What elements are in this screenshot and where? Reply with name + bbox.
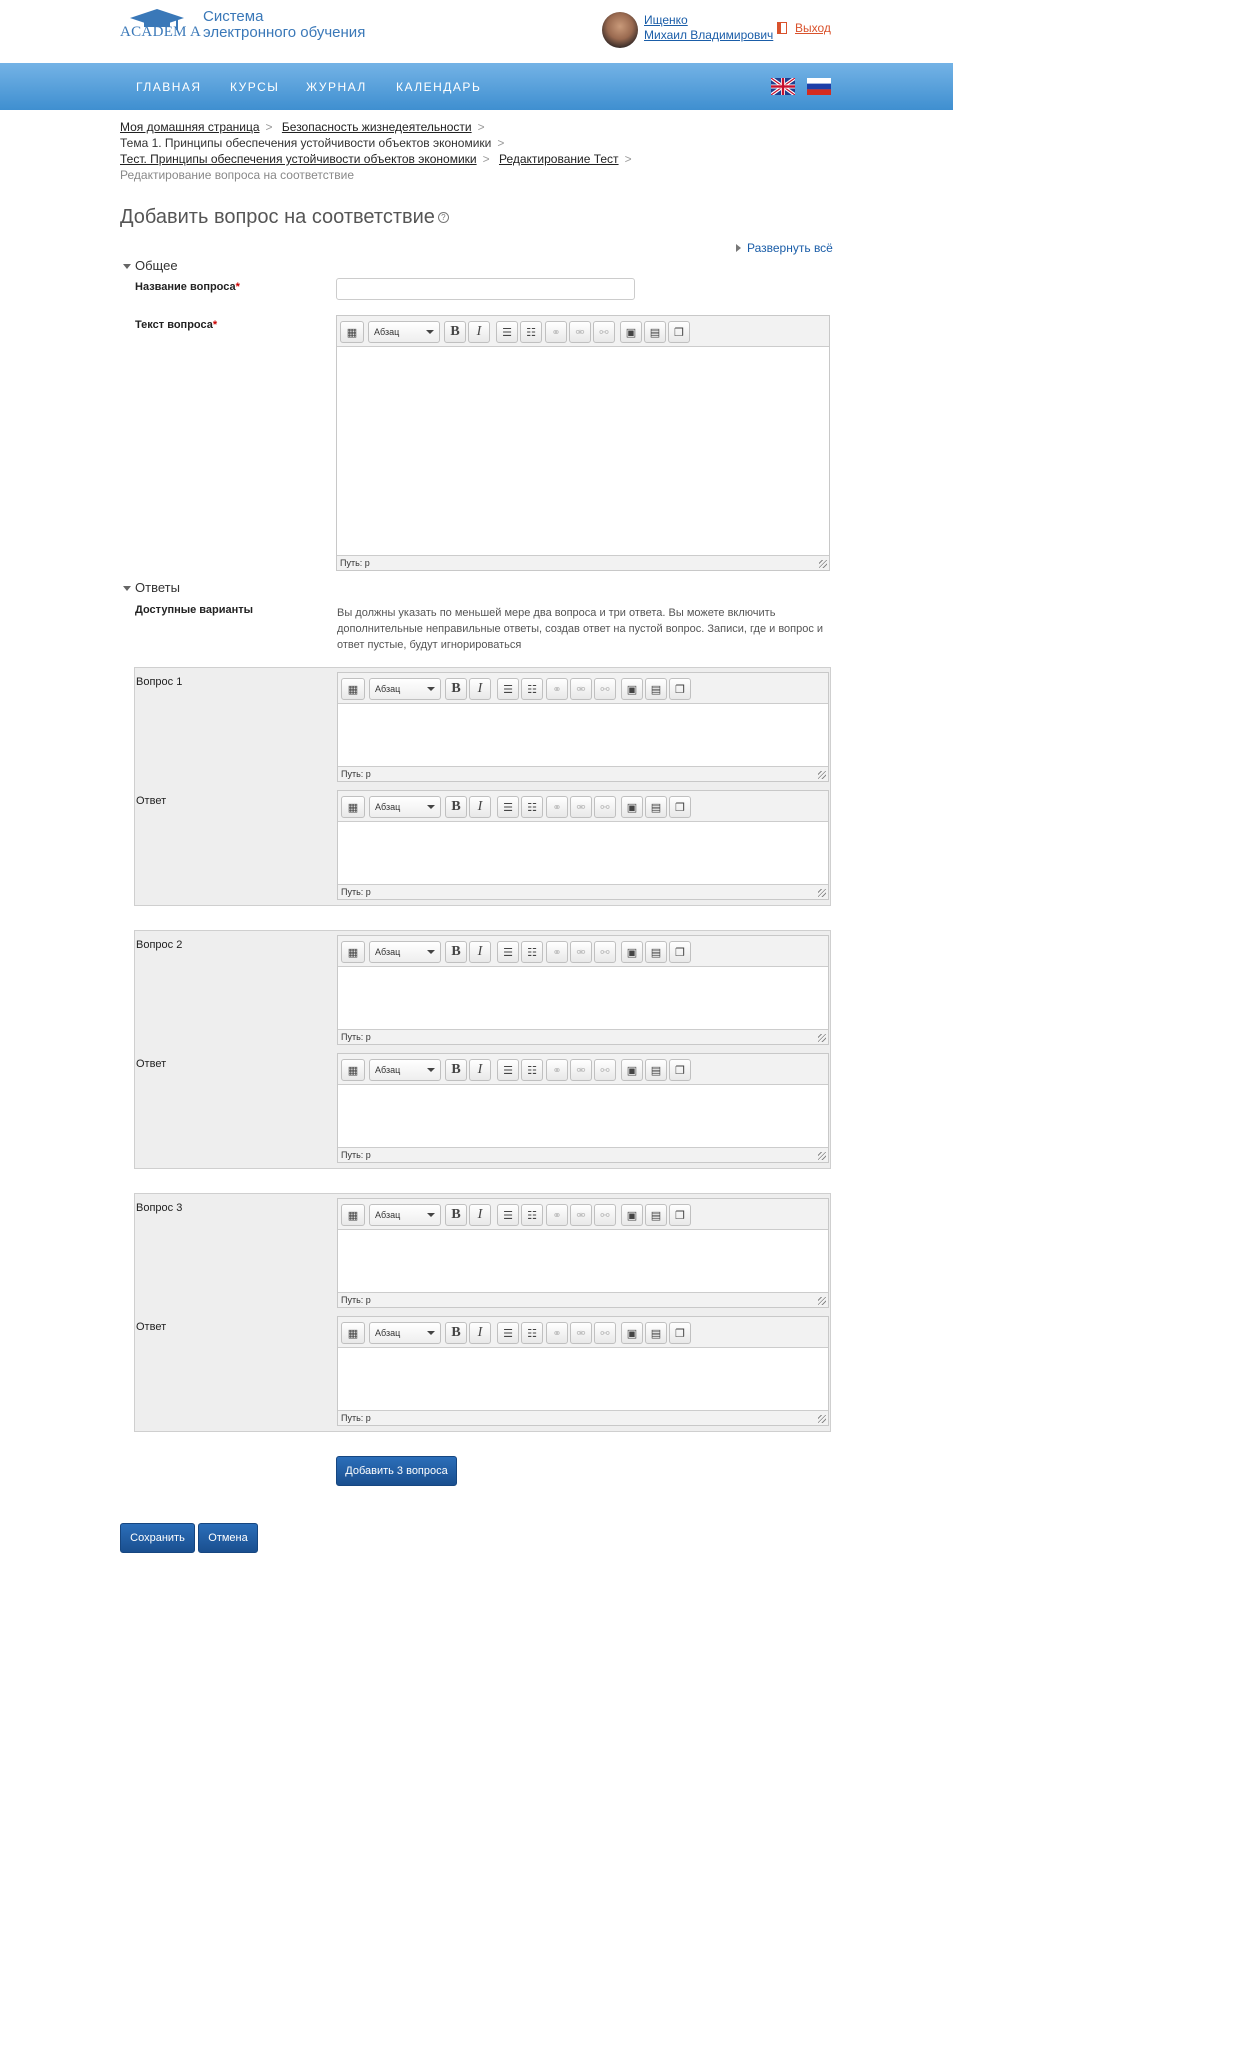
logout-icon[interactable] (777, 22, 787, 34)
toolbar-toggle-icon[interactable]: ▦ (341, 1059, 365, 1081)
dropdown-arrow-icon (427, 1068, 435, 1072)
add-blanks-button[interactable]: Добавить 3 вопроса (336, 1456, 457, 1486)
resize-grip-icon[interactable] (818, 1152, 826, 1160)
link-icon[interactable]: ⚭ (546, 1322, 568, 1344)
editor-toolbar (338, 1317, 828, 1348)
editor-content-area[interactable] (338, 1085, 828, 1147)
link-icon[interactable]: ⚭ (546, 796, 568, 818)
bold-icon[interactable]: B (445, 1059, 467, 1081)
breadcrumb-sep: > (624, 152, 632, 166)
paragraph-format-value: Абзац (375, 1065, 401, 1075)
bullet-list-icon[interactable]: ☰ (497, 941, 519, 963)
resize-grip-icon[interactable] (819, 560, 827, 568)
anchor-icon[interactable]: ⚯ (594, 1204, 616, 1226)
bold-icon[interactable]: B (445, 678, 467, 700)
resize-grip-icon[interactable] (818, 889, 826, 897)
editor-path-bar (337, 555, 829, 570)
numbered-list-icon[interactable]: ☷ (521, 941, 543, 963)
dropdown-arrow-icon (427, 687, 435, 691)
section-answers-title: Ответы (135, 580, 180, 595)
media-icon[interactable]: ▤ (645, 678, 667, 700)
paragraph-format-select[interactable] (368, 321, 440, 343)
toolbar-toggle-icon[interactable]: ▦ (341, 1204, 365, 1226)
paragraph-format-select[interactable] (369, 1204, 441, 1226)
media-icon[interactable]: ▤ (645, 796, 667, 818)
italic-icon[interactable]: I (469, 678, 491, 700)
bullet-list-icon[interactable]: ☰ (496, 321, 518, 343)
question-1-label: Вопрос 1 (136, 676, 183, 688)
editor-content-area[interactable] (337, 347, 829, 555)
question-1-editor[interactable] (337, 672, 829, 782)
paragraph-format-select[interactable] (369, 796, 441, 818)
link-icon[interactable]: ⚭ (546, 678, 568, 700)
logo-text: ACADEM A (120, 24, 202, 40)
unlink-icon[interactable]: ⚮ (569, 321, 591, 343)
required-mark: * (212, 319, 218, 331)
unlink-icon[interactable]: ⚮ (570, 678, 592, 700)
bold-icon[interactable]: B (444, 321, 466, 343)
manage-files-icon[interactable]: ❐ (669, 1059, 691, 1081)
link-icon[interactable]: ⚭ (545, 321, 567, 343)
logout-link[interactable]: Выход (795, 21, 831, 35)
paragraph-format-value: Абзац (374, 327, 400, 337)
manage-files-icon[interactable]: ❐ (669, 1204, 691, 1226)
image-icon[interactable]: ▣ (621, 1059, 643, 1081)
italic-icon[interactable]: I (469, 1204, 491, 1226)
italic-icon[interactable]: I (469, 941, 491, 963)
answer-1-label: Ответ (136, 795, 167, 807)
nav-item-calendar[interactable]: КАЛЕНДАРЬ (396, 80, 482, 94)
question-2-label: Вопрос 2 (136, 939, 183, 951)
user-name-link[interactable] (644, 13, 773, 43)
section-general-toggle[interactable] (123, 258, 178, 273)
numbered-list-icon[interactable]: ☷ (521, 1059, 543, 1081)
site-header (0, 0, 953, 62)
english-flag-icon[interactable] (771, 78, 795, 95)
paragraph-format-value: Абзац (375, 684, 401, 694)
editor-content-area[interactable] (338, 1348, 828, 1410)
breadcrumb-course[interactable]: Безопасность жизнедеятельности (281, 120, 472, 134)
editor-path-text: Путь: p (341, 887, 371, 897)
link-icon[interactable]: ⚭ (546, 941, 568, 963)
section-general-title: Общее (135, 258, 178, 273)
site-title-line1: Система (203, 8, 264, 25)
help-icon[interactable]: ? (438, 212, 449, 223)
user-last-name[interactable]: Ищенко (644, 13, 688, 27)
bold-icon[interactable]: B (445, 1322, 467, 1344)
paragraph-format-select[interactable] (369, 941, 441, 963)
unlink-icon[interactable]: ⚮ (570, 1322, 592, 1344)
resize-grip-icon[interactable] (818, 771, 826, 779)
paragraph-format-select[interactable] (369, 1322, 441, 1344)
editor-toolbar (338, 673, 828, 704)
available-choices-label: Доступные варианты (135, 604, 254, 616)
resize-grip-icon[interactable] (818, 1415, 826, 1423)
dropdown-arrow-icon (427, 805, 435, 809)
answer-2-editor[interactable] (337, 1053, 829, 1163)
editor-path-text: Путь: p (341, 1150, 371, 1160)
editor-content-area[interactable] (338, 822, 828, 884)
numbered-list-icon[interactable]: ☷ (521, 1204, 543, 1226)
bullet-list-icon[interactable]: ☰ (497, 796, 519, 818)
question-name-input[interactable] (336, 278, 635, 300)
cancel-button[interactable]: Отмена (198, 1523, 258, 1553)
paragraph-format-value: Абзац (375, 1328, 401, 1338)
editor-path-bar (338, 1292, 828, 1307)
editor-path-text: Путь: p (341, 1413, 371, 1423)
unlink-icon[interactable]: ⚮ (570, 796, 592, 818)
unlink-icon[interactable]: ⚮ (570, 1059, 592, 1081)
editor-content-area[interactable] (338, 704, 828, 766)
nav-item-home[interactable]: ГЛАВНАЯ (136, 80, 202, 94)
question-2-editor[interactable] (337, 935, 829, 1045)
question-3-editor[interactable] (337, 1198, 829, 1308)
numbered-list-icon[interactable]: ☷ (520, 321, 542, 343)
page-title-text: Добавить вопрос на соответствие (120, 206, 435, 228)
bullet-list-icon[interactable]: ☰ (497, 1204, 519, 1226)
image-icon[interactable]: ▣ (621, 678, 643, 700)
answers-hint: Вы должны указать по меньшей мере два вопроса и три ответа. Вы можете включить дополнительные неправильные ответы, создав ответ на пустой вопрос. Записи, где и вопрос и ответ пустые, будут игнорироваться (337, 607, 824, 651)
media-icon[interactable]: ▤ (645, 1204, 667, 1226)
collapse-arrow-icon (123, 586, 131, 591)
bold-icon[interactable]: B (445, 1204, 467, 1226)
editor-toolbar (338, 791, 828, 822)
editor-path-bar (338, 1029, 828, 1044)
question-text-label (135, 319, 217, 331)
breadcrumb-current: Редактирование вопроса на соответствие (120, 168, 354, 182)
answer-1-editor[interactable] (337, 790, 829, 900)
toolbar-toggle-icon[interactable]: ▦ (341, 941, 365, 963)
media-icon[interactable]: ▤ (645, 941, 667, 963)
user-full-name[interactable]: Михаил Владимирович (644, 28, 774, 42)
editor-toolbar (338, 936, 828, 967)
question-name-label-text: Название вопроса (135, 281, 236, 293)
numbered-list-icon[interactable]: ☷ (521, 1322, 543, 1344)
image-icon[interactable]: ▣ (621, 796, 643, 818)
dropdown-arrow-icon (427, 950, 435, 954)
editor-path-text: Путь: p (341, 769, 371, 779)
editor-toolbar (337, 316, 829, 347)
link-icon[interactable]: ⚭ (546, 1059, 568, 1081)
editor-path-text: Путь: p (340, 558, 370, 568)
toolbar-toggle-icon[interactable]: ▦ (341, 678, 365, 700)
link-icon[interactable]: ⚭ (546, 1204, 568, 1226)
italic-icon[interactable]: I (469, 796, 491, 818)
paragraph-format-select[interactable] (369, 678, 441, 700)
save-button[interactable]: Сохранить (120, 1523, 195, 1553)
breadcrumb-test[interactable]: Тест. Принципы обеспечения устойчивости объектов экономики (120, 152, 477, 166)
manage-files-icon[interactable]: ❐ (669, 941, 691, 963)
breadcrumb-sep: > (477, 120, 485, 134)
image-icon[interactable]: ▣ (621, 941, 643, 963)
question-name-label (135, 281, 240, 293)
collapse-arrow-icon (123, 264, 131, 269)
answer-3-label: Ответ (136, 1321, 167, 1333)
breadcrumb-sep: > (497, 136, 505, 150)
question-3-label: Вопрос 3 (136, 1202, 183, 1214)
editor-path-bar (338, 1410, 828, 1425)
numbered-list-icon[interactable]: ☷ (521, 678, 543, 700)
expand-all-label: Развернуть всё (747, 241, 833, 255)
manage-files-icon[interactable]: ❐ (668, 321, 690, 343)
editor-path-bar (338, 1147, 828, 1162)
editor-path-bar (338, 766, 828, 781)
media-icon[interactable]: ▤ (645, 1059, 667, 1081)
site-title[interactable] (203, 9, 365, 41)
page-title (120, 206, 449, 229)
anchor-icon[interactable]: ⚯ (593, 321, 615, 343)
image-icon[interactable]: ▣ (621, 1204, 643, 1226)
editor-content-area[interactable] (338, 967, 828, 1029)
paragraph-format-value: Абзац (375, 947, 401, 957)
anchor-icon[interactable]: ⚯ (594, 796, 616, 818)
manage-files-icon[interactable]: ❐ (669, 1322, 691, 1344)
manage-files-icon[interactable]: ❐ (669, 796, 691, 818)
paragraph-format-select[interactable] (369, 1059, 441, 1081)
editor-path-text: Путь: p (341, 1295, 371, 1305)
unlink-icon[interactable]: ⚮ (570, 1204, 592, 1226)
editor-path-text: Путь: p (341, 1032, 371, 1042)
nav-item-journal[interactable]: ЖУРНАЛ (306, 80, 367, 94)
resize-grip-icon[interactable] (818, 1297, 826, 1305)
image-icon[interactable]: ▣ (620, 321, 642, 343)
image-icon[interactable]: ▣ (621, 1322, 643, 1344)
media-icon[interactable]: ▤ (645, 1322, 667, 1344)
paragraph-format-value: Абзац (375, 802, 401, 812)
dropdown-arrow-icon (426, 330, 434, 334)
expand-all-link[interactable] (736, 241, 833, 255)
media-icon[interactable]: ▤ (644, 321, 666, 343)
editor-toolbar (338, 1054, 828, 1085)
breadcrumb-sep: > (482, 152, 490, 166)
paragraph-format-value: Абзац (375, 1210, 401, 1220)
answer-2-label: Ответ (136, 1058, 167, 1070)
anchor-icon[interactable]: ⚯ (594, 678, 616, 700)
editor-toolbar (338, 1199, 828, 1230)
answer-3-editor[interactable] (337, 1316, 829, 1426)
question-text-editor[interactable] (336, 315, 830, 571)
numbered-list-icon[interactable]: ☷ (521, 796, 543, 818)
russian-flag-icon[interactable] (807, 78, 831, 95)
bullet-list-icon[interactable]: ☰ (497, 1322, 519, 1344)
breadcrumb (120, 119, 840, 183)
nav-item-courses[interactable]: КУРСЫ (230, 80, 280, 94)
toolbar-toggle-icon[interactable]: ▦ (341, 796, 365, 818)
bold-icon[interactable]: B (445, 796, 467, 818)
breadcrumb-topic: Тема 1. Принципы обеспечения устойчивости объектов экономики (120, 136, 492, 150)
bold-icon[interactable]: B (445, 941, 467, 963)
site-title-line2: электронного обучения (203, 24, 366, 41)
dropdown-arrow-icon (427, 1213, 435, 1217)
breadcrumb-edit-test[interactable]: Редактирование Тест (498, 152, 619, 166)
italic-icon[interactable]: I (469, 1059, 491, 1081)
expand-arrow-icon (736, 244, 741, 252)
dropdown-arrow-icon (427, 1331, 435, 1335)
italic-icon[interactable]: I (468, 321, 490, 343)
breadcrumb-sep: > (265, 120, 273, 134)
bullet-list-icon[interactable]: ☰ (497, 1059, 519, 1081)
resize-grip-icon[interactable] (818, 1034, 826, 1042)
anchor-icon[interactable]: ⚯ (594, 941, 616, 963)
editor-content-area[interactable] (338, 1230, 828, 1292)
bullet-list-icon[interactable]: ☰ (497, 678, 519, 700)
breadcrumb-home[interactable]: Моя домашняя страница (120, 120, 260, 134)
section-answers-toggle[interactable] (123, 580, 180, 595)
question-text-label-text: Текст вопроса (135, 319, 213, 331)
unlink-icon[interactable]: ⚮ (570, 941, 592, 963)
anchor-icon[interactable]: ⚯ (594, 1059, 616, 1081)
toolbar-toggle-icon[interactable]: ▦ (340, 321, 364, 343)
toolbar-toggle-icon[interactable]: ▦ (341, 1322, 365, 1344)
user-avatar[interactable] (602, 12, 638, 48)
manage-files-icon[interactable]: ❐ (669, 678, 691, 700)
required-mark: * (235, 281, 240, 293)
editor-path-bar (338, 884, 828, 899)
italic-icon[interactable]: I (469, 1322, 491, 1344)
anchor-icon[interactable]: ⚯ (594, 1322, 616, 1344)
